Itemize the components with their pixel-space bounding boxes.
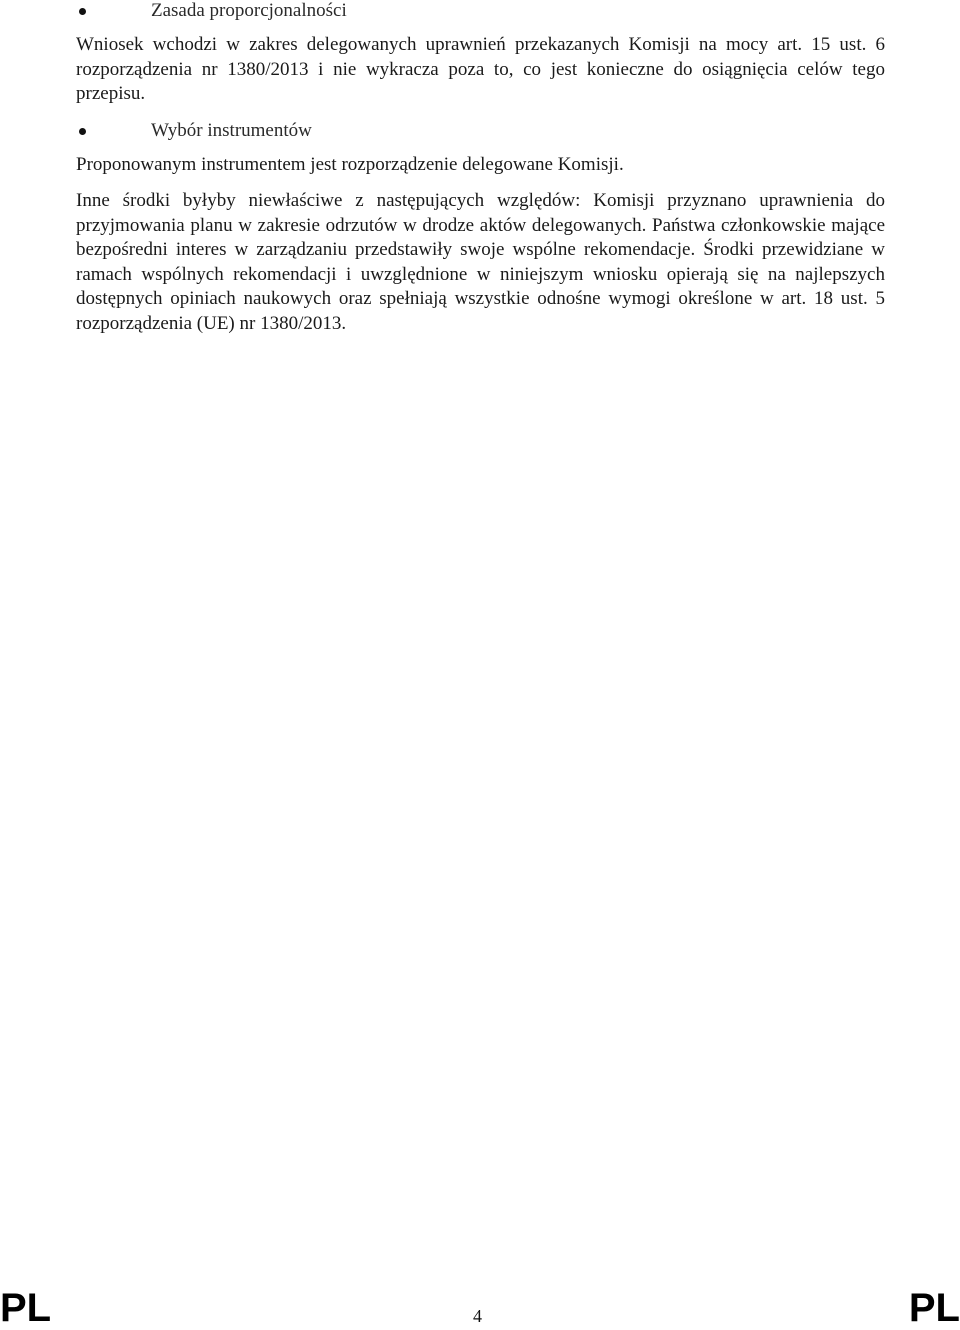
page-number: 4	[473, 1306, 482, 1326]
bullet-icon	[79, 8, 86, 15]
paragraph-other-measures: Inne środki byłyby niewłaściwe z następujących względów: Komisji przyznano uprawnienia do przyjmowania planu w zakresie odrzutów w drodze aktów delegowanych. Państwa członkowskie mające bezpośredni interes w zarządzaniu przedstawiły swoje wspólne rekomendacje. Środki przewidziane w ramach wspólnych rekomendacji i uwzględnione w niniejszym wniosku opierają się na najlepszych dostępnych opiniach naukowych oraz spełniają wszystkie odnośne wymogi określone w art. 18 ust. 5 rozporządzenia (UE) nr 1380/2013.	[76, 190, 885, 334]
bullet-icon	[79, 128, 86, 135]
section-heading-instruments	[76, 119, 885, 143]
section-heading-text: Wybór instrumentów	[151, 120, 312, 141]
paragraph-proportionality: Wniosek wchodzi w zakres delegowanych uprawnień przekazanych Komisji na mocy art. 15 ust. 6 rozporządzenia nr 1380/2013 i nie wykracza poza to, co jest konieczne do osiągnięcia celów tego przepisu.	[76, 34, 885, 104]
footer-language-code-left: PL	[0, 1286, 52, 1330]
footer-language-code-right: PL	[908, 1286, 960, 1330]
section-heading-text: Zasada proporcjonalności	[151, 0, 347, 21]
paragraph-instrument: Proponowanym instrumentem jest rozporządzenie delegowane Komisji.	[76, 154, 624, 175]
section-heading-proportionality	[76, 0, 885, 23]
